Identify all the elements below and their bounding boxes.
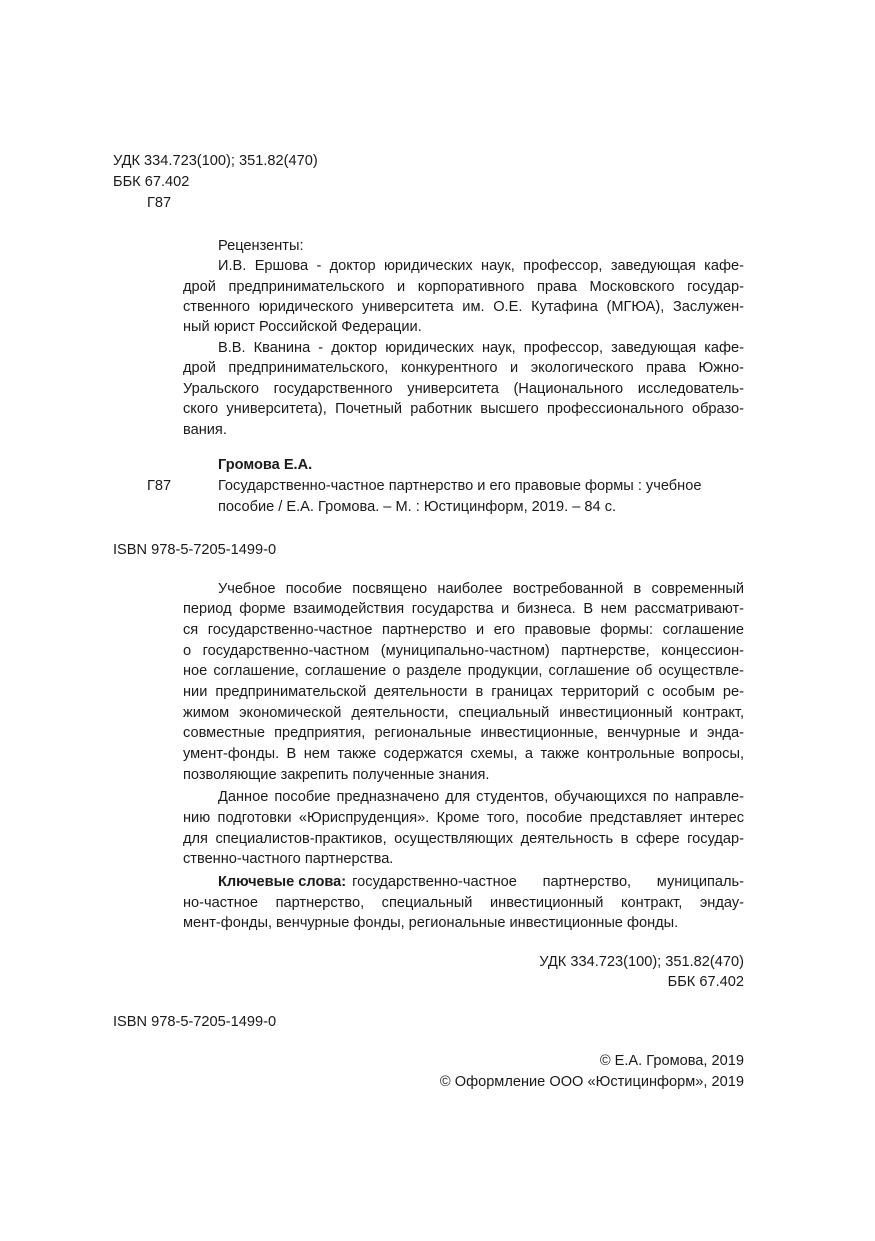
abstract-line: период форме взаимодействия государства и бизнеса. В нем рассматривают- <box>183 601 744 617</box>
biblio-line: Государственно-частное партнерство и его правовые формы : учебное <box>218 478 702 494</box>
keywords-line <box>218 872 744 892</box>
reviewers-heading: Рецензенты: <box>218 238 304 254</box>
abstract-line: совместные предприятия, региональные инвестиционные, венчурные и энда- <box>183 725 744 741</box>
isbn: ISBN 978-5-7205-1499-0 <box>113 542 277 558</box>
keywords-line: мент-фонды, венчурные фонды, региональные инвестиционные фонды. <box>183 915 679 931</box>
reviewer-1-line: ственного юридического университета им. О.Е. Кутафина (МГЮА), Заслужен- <box>183 299 744 315</box>
keywords-label: Ключевые слова: <box>218 874 347 890</box>
udk-code-bottom: УДК 334.723(100); 351.82(470) <box>539 954 744 970</box>
copyright-publisher: © Оформление ООО «Юстицинформ», 2019 <box>439 1074 744 1090</box>
reviewer-1-line: ный юрист Российской Федерации. <box>183 319 422 335</box>
reviewer-1-line: И.В. Ершова - доктор юридических наук, профессор, заведующая кафе- <box>218 258 744 274</box>
keywords-text: государственно-частное партнерство, муниципаль- <box>352 874 744 890</box>
abstract-line: Учебное пособие посвящено наиболее востребованной в современный <box>218 581 744 597</box>
author-mark: Г87 <box>147 195 172 211</box>
abstract-line: Данное пособие предназначено для студентов, обучающихся по направле- <box>218 789 744 805</box>
abstract-line: позволяющие закрепить полученные знания. <box>183 767 490 783</box>
biblio-author: Громова Е.А. <box>218 457 313 473</box>
abstract-line: ное соглашение, соглашение о разделе продукции, соглашение об осуществле- <box>183 663 744 679</box>
copyright-author: © Е.А. Громова, 2019 <box>599 1053 744 1069</box>
abstract-line: жимом экономической деятельности, специальный инвестиционный контракт, <box>183 705 744 721</box>
isbn-bottom: ISBN 978-5-7205-1499-0 <box>113 1014 277 1030</box>
keywords-line: но-частное партнерство, специальный инвестиционный контракт, эндау- <box>183 895 744 911</box>
reviewer-2-line: вания. <box>183 422 227 438</box>
reviewer-1-line: дрой предпринимательского и корпоративного права Московского государ- <box>183 279 744 295</box>
reviewer-2-line: В.В. Кванина - доктор юридических наук, профессор, заведующая кафе- <box>218 340 744 356</box>
abstract-line: умент-фонды. В нем также содержатся схемы, а также контрольные вопросы, <box>183 746 744 762</box>
biblio-line: пособие / Е.А. Громова. – М. : Юстицинформ, 2019. – 84 с. <box>218 499 617 515</box>
bbk-code-bottom: ББК 67.402 <box>667 974 744 990</box>
abstract-line: нию подготовки «Юриспруденция». Кроме того, пособие представляет интерес <box>183 810 744 826</box>
abstract-line: ся государственно-частное партнерство и его правовые формы: соглашение <box>183 622 744 638</box>
reviewer-2-line: дрой предпринимательского, конкурентного и экологического права Южно- <box>183 360 744 376</box>
reviewer-2-line: ского университета), Почетный работник высшего профессионального образо- <box>183 401 744 417</box>
abstract-line: нии предпринимательской деятельности в границах территорий с особым ре- <box>183 684 744 700</box>
biblio-author-mark: Г87 <box>147 478 172 494</box>
reviewer-2-line: Уральского государственного университета (Национального исследователь- <box>183 381 744 397</box>
abstract-line: ственно-частного партнерства. <box>183 851 394 867</box>
udk-code: УДК 334.723(100); 351.82(470) <box>113 153 318 169</box>
abstract-line: о государственно-частном (муниципально-частном) партнерстве, концессион- <box>183 643 744 659</box>
bbk-code: ББК 67.402 <box>113 174 190 190</box>
abstract-line: для специалистов-практиков, осуществляющих деятельность в сфере государ- <box>183 831 744 847</box>
